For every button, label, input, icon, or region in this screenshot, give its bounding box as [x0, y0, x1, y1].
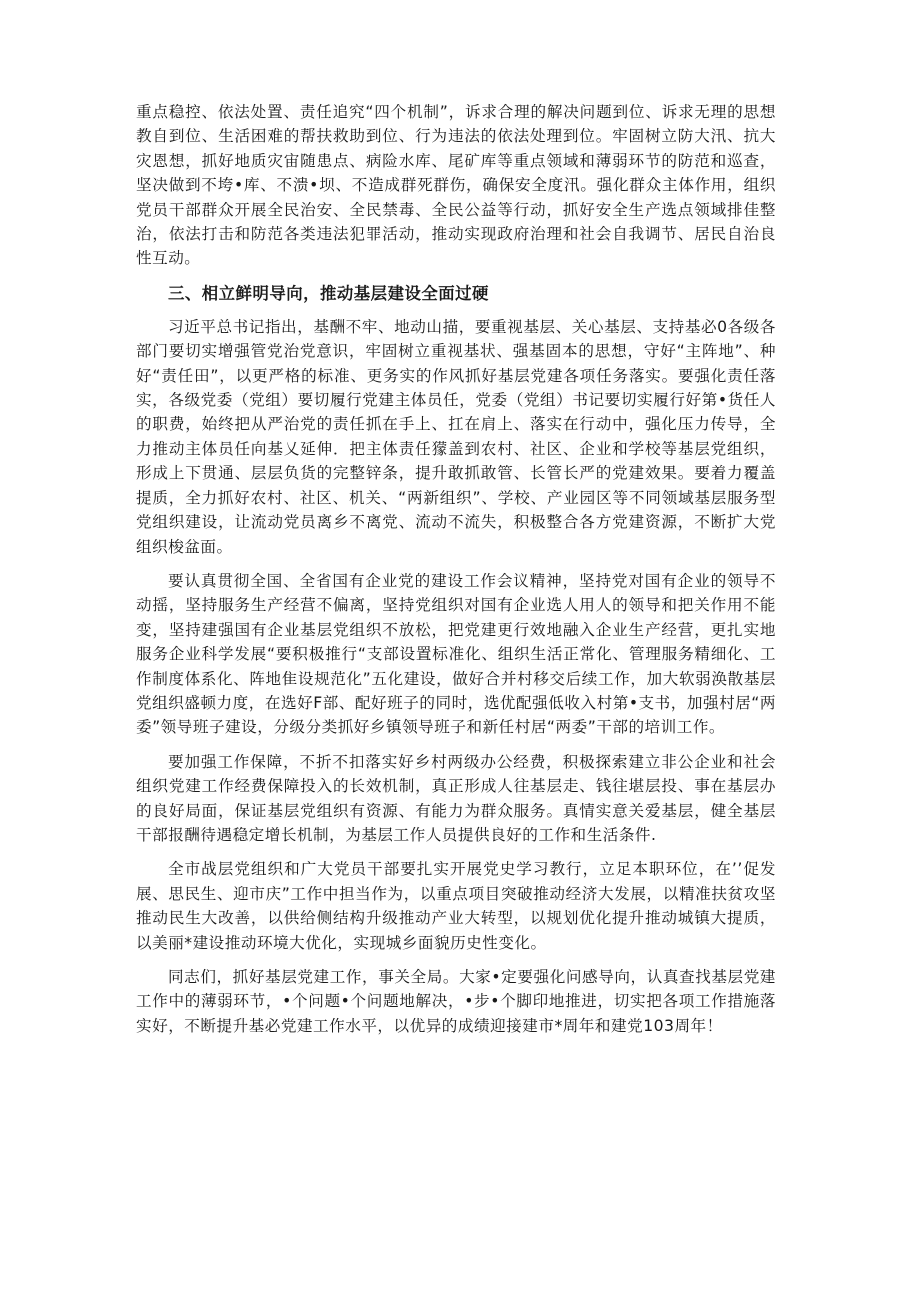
paragraph-state-owned-enterprise: 要认真贯彻全国、全省国有企业党的建设工作会议精神，坚持党对国有企业的领导不动摇，坚持服务生产经营不偏离，坚持党组织对国有企业选人用人的领导和把关作用不能变，坚持建强国有企业基层党组织不放松，把党建更行效地融入企业生产经营，更扎实地服务企业科学发展“要积极推行“支部设置标准化、组织生活正常化、管理服务精细化、工作制度体系化、阵地隹设规范化”五化建设，做好合并村移交后续工作，加大软弱涣散基层党组织盛顿力度，在选好F部、配好班子的同时，选优配强低收入村第•支书，加强村居“两委”领导班子建设，分级分类抓好乡镇领导班子和新任村居“两委”干部的培训工作。	[136, 571, 776, 737]
section-heading-three: 三、相立鲜明导向，推动基层建设全面过硬	[168, 283, 489, 303]
paragraph-public-security-continuation: 重点稳控、依法处置、责任追究“四个机制”，诉求合理的解决问题到位、诉求无理的思想教自到位、生活困难的帮扶救助到位、行为违法的依法处理到位。牢固树立防大汛、抗大灾恩想，抓好地质灾宙随患点、病险水库、尾矿库等重点领域和薄弱环节的防范和巡查，坚决做到不垮•库、不溃•坝、不造成群死群伤，确保安全度汛。强化群众主体作用，组织党员干部群众开展全民治安、全民禁毒、全民公益等行动，抓好安全生产选点领域排佳整治，依法打击和防范各类违法犯罪活动，推动实现政府治理和社会自我调节、居民自治良性互动。	[136, 103, 776, 268]
paragraph-work-guarantee: 要加强工作保障，不折不扣落实好乡村两级办公经费，积极探索建立非公企业和社会组织党建工作经费保障投入的长效机制，真正形成人往基层走、钱往堪层投、事在基层办的良好局面，保证基层党组织有资源、有能力为群众服务。真情实意关爱基层，健全基层干部报酬待遇稳定增长机制，为基层工作人员提供良好的工作和生活条件.	[136, 752, 776, 844]
paragraph-grassroots-foundation: 习近平总书记指出，基酬不牢、地动山描，要重视基层、关心基层、支持基必0各级各部门要切实增强管党治党意识，牢固树立重视基状、强基固本的思想，守好“主阵地”、种好“责任田”，以更严格的标准、更务实的作风抓好基层党建各项任务落实。要强化责任落实，各级党委（党组）要切履行党建主体员任，党委（党组）书记要切实履行好第•货任人的职费，始终把从严治党的责任抓在手上、扛在肩上、落实在行动中，强化压力传导，全力推动主体员任向基乂延伸．把主体责任獴盖到农村、社区、企业和学校等基层党组织，形成上下贯通、层层负货的完整锌条，提升敢抓敢管、长管长严的党建效果。要着力覆盖提质，全力抓好农村、社区、机关、“两新组织”、学校、产业园区等不同领域基层服务型党组织建设，让流动党员离乡不离党、流动不流失，积极整合各方党建资源，不断扩大党组织梭盆面。	[136, 317, 776, 556]
document-body	[136, 100, 776, 1048]
paragraph-party-history-education: 全市战层党组织和广大党员干部要扎实开展党史学习教行，立足本职环位，在’’促发展、思民生、迎市庆”工作中担当作为，以重点项目突破推动经济大发展，以精准扶贫攻坚推动民生大改善，以供给侧结构升级推动产业大转型，以规划优化提升推动城镇大提质，以美丽*建设推动环境大优化，实现城乡面貌历史性变化。	[136, 860, 776, 952]
paragraph-closing-remarks: 同志们，抓好基层党建工作，事关全局。大家•定要强化问感导向，认真查找基层党建工作中的薄弱环节，•个问题•个问题地解决，•步•个脚印地推进，切实把各项工作措施落实好，不断提升基必党建工作水平，以优异的成绩迎接建市*周年和建党103周年！	[136, 968, 776, 1035]
